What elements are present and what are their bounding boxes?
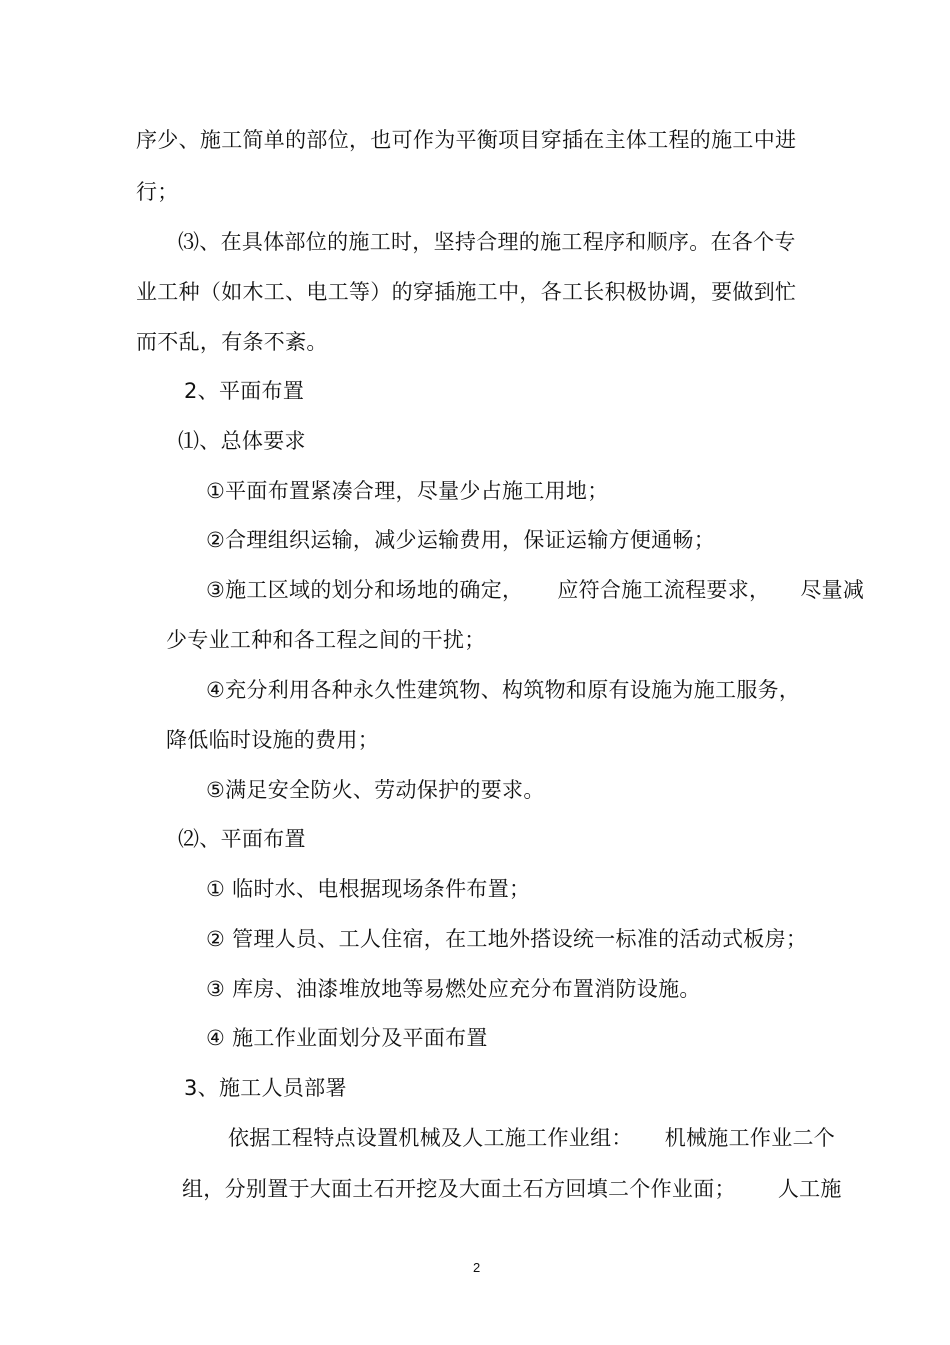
paragraph-segment: 组，分别置于大面土石开挖及大面土石方回填二个作业面； [182,1177,736,1201]
paragraph-line: 序少、施工简单的部位，也可作为平衡项目穿插在主体工程的施工中进 [136,128,797,152]
paragraph-line: 而不乱，有条不紊。 [136,330,328,354]
list-item-segment: ③施工区域的划分和场地的确定， [206,578,524,602]
list-item: ③ 库房、油漆堆放地等易燃处应充分布置消防设施。 [206,977,701,1001]
paragraph-line [182,1176,842,1202]
section-heading: 3、施工人员部署 [184,1076,347,1100]
paragraph-segment: 依据工程特点设置机械及人工施工作业组： [228,1126,633,1150]
list-item: ① 临时水、电根据现场条件布置； [206,877,531,901]
paragraph-line: ⑶、在具体部位的施工时，坚持合理的施工程序和顺序。在各个专 [178,230,796,254]
subsection-heading: ⑵、平面布置 [178,827,306,851]
list-item: ④ 施工作业面划分及平面布置 [206,1026,488,1050]
paragraph-line [228,1125,835,1151]
list-item: ①平面布置紧凑合理，尽量少占施工用地； [206,479,609,503]
list-item: ② 管理人员、工人住宿，在工地外搭设统一标准的活动式板房； [206,927,808,951]
list-item [206,577,864,603]
list-item-segment: 应符合施工流程要求， [557,578,771,602]
paragraph-segment: 机械施工作业二个 [664,1126,836,1150]
paragraph-line: 业工种（如木工、电工等）的穿插施工中，各工长积极协调，要做到忙 [136,280,797,304]
list-item-continuation: 降低临时设施的费用； [166,728,379,752]
list-item: ⑤满足安全防火、劳动保护的要求。 [206,778,545,802]
list-item: ②合理组织运输，减少运输费用，保证运输方便通畅； [206,528,716,552]
paragraph-segment: 人工施 [777,1177,842,1201]
page-number: 2 [473,1260,481,1275]
paragraph-line: 行； [136,180,179,204]
subsection-heading: ⑴、总体要求 [178,429,306,453]
list-item: ④充分利用各种永久性建筑物、构筑物和原有设施为施工服务， [206,678,801,702]
list-item-continuation: 少专业工种和各工程之间的干扰； [166,628,486,652]
section-heading: 2、平面布置 [184,379,305,403]
list-item-segment: 尽量减 [800,578,865,602]
